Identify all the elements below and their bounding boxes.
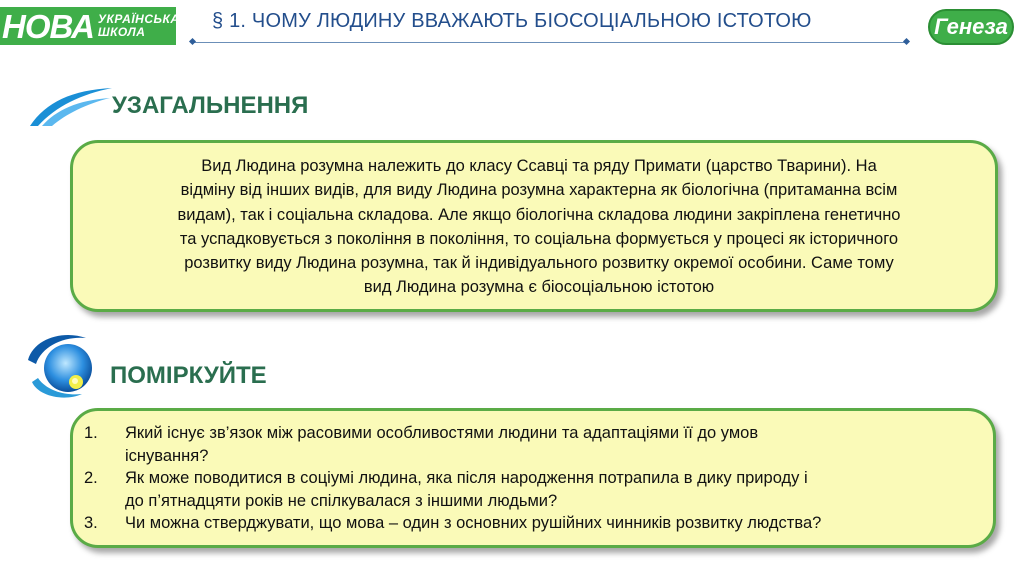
- logo-subtitle-line-1: УКРАЇНСЬКА: [97, 12, 180, 26]
- summary-line: видам), так і соціальна складова. Але якщо біологічна складова людини закріплена генетично: [177, 205, 901, 224]
- question-line: Як може поводитися в соціумі людина, яка після народження потрапила в дику природу і: [125, 469, 808, 487]
- questions-list: [82, 422, 987, 535]
- title-underline-left-dot: [189, 38, 196, 45]
- summary-line: розвитку виду Людина розумна, так й індивідуального розвитку окремої особини. Саме тому: [184, 254, 894, 273]
- logo-subtitle-line-2: ШКОЛА: [97, 25, 146, 39]
- logo-subtitle: [98, 13, 180, 39]
- question-line: Чи можна стверджувати, що мова – один з основних рушійних чинників розвитку людства?: [125, 514, 822, 532]
- question-number: 2.: [84, 469, 98, 487]
- summary-line: та успадковується з покоління в покоління, то соціальна формується у процесі як історичного: [179, 229, 899, 248]
- title-underline-right-dot: [903, 38, 910, 45]
- question-item: [82, 422, 987, 467]
- nova-ukrainska-shkola-logo: [0, 7, 180, 45]
- summary-heading: УЗАГАЛЬНЕННЯ: [112, 92, 309, 119]
- geneza-logo: Генеза: [928, 9, 1014, 45]
- globe-swirl-icon: [24, 330, 110, 402]
- question-number: 1.: [84, 424, 98, 442]
- question-item: [82, 467, 987, 512]
- question-number: 3.: [84, 514, 98, 532]
- reflect-heading: ПОМІРКУЙТЕ: [110, 362, 267, 389]
- logo-nova-text: НОВА: [2, 7, 94, 45]
- question-item: [82, 512, 987, 535]
- question-line: до п’ятнадцяти років не спілкувалася з іншими людьми?: [125, 491, 558, 510]
- summary-line: Вид Людина розумна належить до класу Ссавці та ряду Примати (царство Тварини). На: [201, 157, 877, 175]
- summary-line: вид Людина розумна є біосоціальною істотою: [363, 278, 715, 297]
- title-underline: [192, 42, 906, 43]
- page-title: § 1. ЧОМУ ЛЮДИНУ ВВАЖАЮТЬ БІОСОЦІАЛЬНОЮ ІСТОТОЮ: [212, 10, 812, 32]
- summary-text: [80, 154, 998, 300]
- swoosh-icon: [28, 84, 114, 128]
- summary-line: відміну від інших видів, для виду Людина розумна характерна як біологічна (притаманна всім: [180, 181, 898, 200]
- question-line: Який існує зв’язок між расовими особливостями людини та адаптаціями її до умов: [125, 424, 759, 442]
- question-line: існування?: [125, 446, 209, 465]
